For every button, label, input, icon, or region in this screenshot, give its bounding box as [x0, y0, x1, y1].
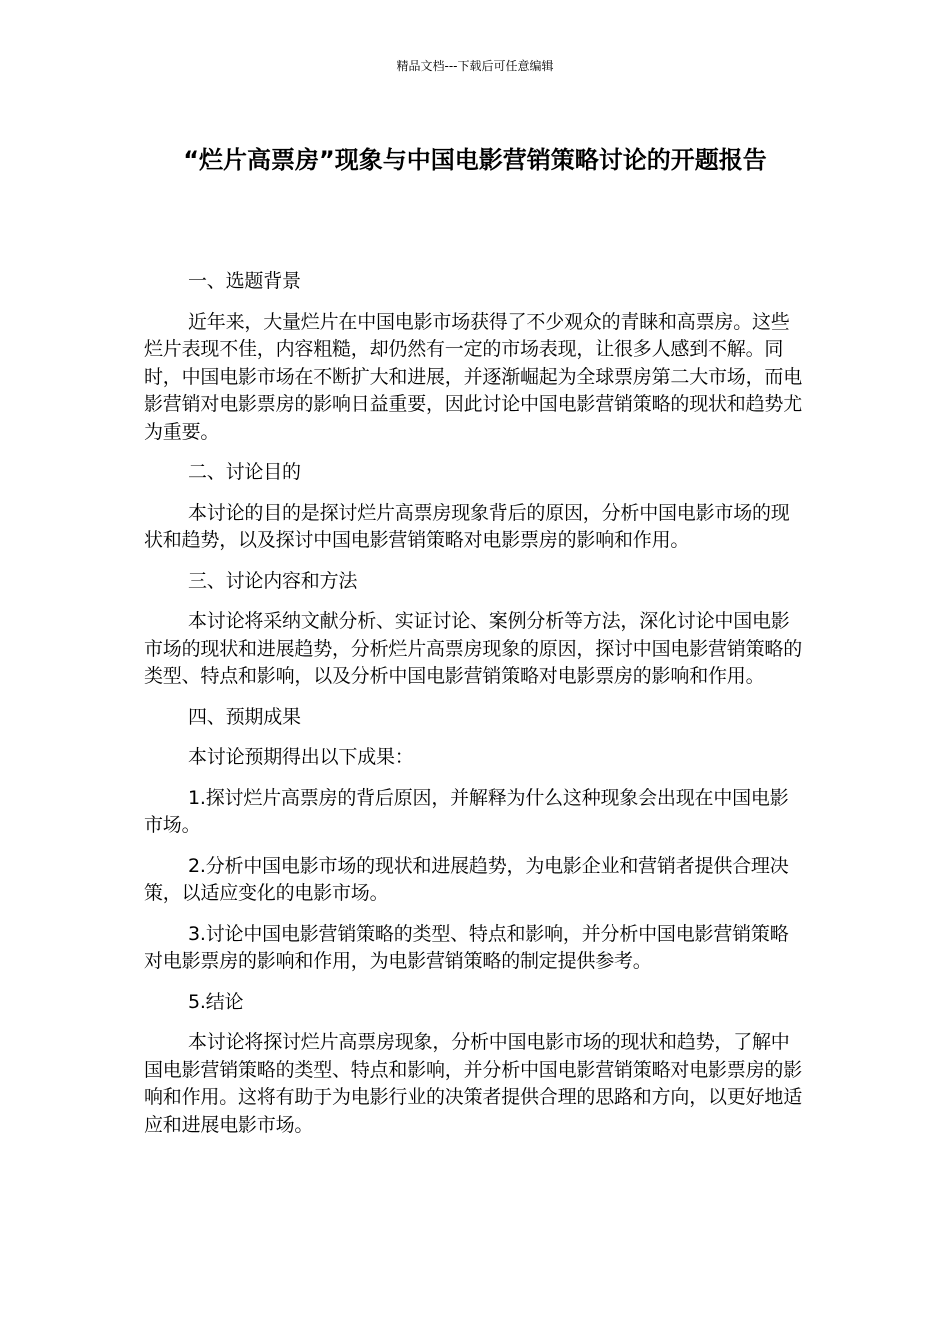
paragraph-content-method: 本讨论将采纳文献分析、实证讨论、案例分析等方法，深化讨论中国电影市场的现状和进展趋势，分析烂片高票房现象的原因，探讨中国电影营销策略的类型、特点和影响，以及分析中国电影营销策略对电影票房的影响和作用。	[144, 610, 803, 687]
list-item-result-3: 3.讨论中国电影营销策略的类型、特点和影响，并分析中国电影营销策略对电影票房的影响和作用，为电影营销策略的制定提供参考。	[144, 922, 789, 972]
section-heading-content-method: 三、讨论内容和方法	[188, 569, 358, 592]
list-item-result-1: 1.探讨烂片高票房的背后原因，并解释为什么这种现象会出现在中国电影市场。	[144, 786, 789, 836]
document-title: “烂片高票房”现象与中国电影营销策略讨论的开题报告	[183, 146, 767, 174]
list-item-result-2: 2.分析中国电影市场的现状和进展趋势，为电影企业和营销者提供合理决策，以适应变化的电影市场。	[144, 854, 789, 904]
header-note: 精品文档---下载后可任意编辑	[396, 59, 554, 73]
paragraph-purpose: 本讨论的目的是探讨烂片高票房现象背后的原因，分析中国电影市场的现状和趋势，以及探讨中国电影营销策略对电影票房的影响和作用。	[144, 501, 790, 551]
section-heading-conclusion: 5.结论	[188, 990, 244, 1013]
paragraph-conclusion: 本讨论将探讨烂片高票房现象，分析中国电影市场的现状和趋势，了解中国电影营销策略的类型、特点和影响，并分析中国电影营销策略对电影票房的影响和作用。这将有助于为电影行业的决策者提供合理的思路和方向，以更好地适应和进展电影市场。	[144, 1031, 803, 1136]
section-heading-expected-results: 四、预期成果	[188, 705, 301, 728]
section-heading-background: 一、选题背景	[188, 270, 301, 292]
paragraph-background: 近年来，大量烂片在中国电影市场获得了不少观众的青睐和高票房。这些烂片表现不佳，内容粗糙，却仍然有一定的市场表现，让很多人感到不解。同时，中国电影市场在不断扩大和进展，并逐渐崛起为全球票房第二大市场，而电影营销对电影票房的影响日益重要，因此讨论中国电影营销策略的现状和趋势尤为重要。	[144, 310, 803, 443]
paragraph-results-intro: 本讨论预期得出以下成果：	[188, 746, 414, 768]
document-body	[144, 268, 806, 1152]
section-heading-purpose: 二、讨论目的	[188, 461, 301, 483]
